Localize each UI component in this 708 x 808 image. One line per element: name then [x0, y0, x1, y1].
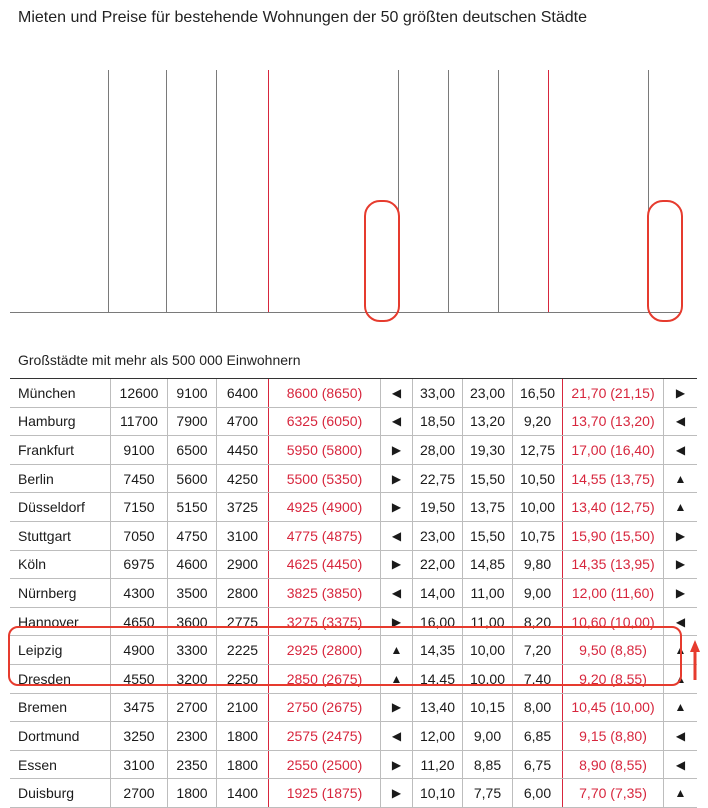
- preisprognose-icon: ◀: [381, 722, 413, 751]
- kauf-durchschnitt-cell: 5500 (5350): [269, 464, 381, 493]
- miete-gut-cell: 16,00: [413, 607, 463, 636]
- table-row: [10, 464, 697, 493]
- miete-mittel-cell: 13,20: [463, 407, 513, 436]
- table-row: [10, 493, 697, 522]
- miete-einfach-cell: 10,75: [513, 521, 563, 550]
- kauf-gut-cell: 6975: [111, 550, 168, 579]
- miete-einfach-cell: 9,80: [513, 550, 563, 579]
- miete-durchschnitt-cell: 21,70 (21,15): [563, 379, 664, 408]
- kauf-durchschnitt-cell: 2550 (2500): [269, 750, 381, 779]
- miete-einfach-cell: 7,20: [513, 636, 563, 665]
- miete-einfach-cell: 16,50: [513, 379, 563, 408]
- kauf-mittel-cell: 3500: [168, 579, 217, 608]
- miete-einfach-cell: 6,75: [513, 750, 563, 779]
- header-divider: [108, 70, 109, 312]
- kauf-einfach-cell: 4250: [217, 464, 269, 493]
- header-divider: [268, 70, 269, 312]
- kauf-durchschnitt-cell: 3275 (3375): [269, 607, 381, 636]
- city-cell: Essen: [10, 750, 111, 779]
- preisprognose-icon: ▲: [381, 636, 413, 665]
- kauf-durchschnitt-cell: 2850 (2675): [269, 664, 381, 693]
- miete-einfach-cell: 6,00: [513, 779, 563, 808]
- kauf-einfach-cell: 4450: [217, 436, 269, 465]
- miete-durchschnitt-cell: 13,70 (13,20): [563, 407, 664, 436]
- kauf-gut-cell: 3475: [111, 693, 168, 722]
- mietprognose-icon: ▶: [664, 579, 698, 608]
- kauf-durchschnitt-cell: 2925 (2800): [269, 636, 381, 665]
- kauf-gut-cell: 12600: [111, 379, 168, 408]
- section-heading: Großstädte mit mehr als 500 000 Einwohnern: [18, 352, 301, 368]
- kauf-einfach-cell: 3100: [217, 521, 269, 550]
- city-cell: München: [10, 379, 111, 408]
- kauf-einfach-cell: 2250: [217, 664, 269, 693]
- mietprognose-icon: ◀: [664, 607, 698, 636]
- kauf-gut-cell: 9100: [111, 436, 168, 465]
- miete-durchschnitt-cell: 14,55 (13,75): [563, 464, 664, 493]
- kauf-einfach-cell: 4700: [217, 407, 269, 436]
- miete-gut-cell: 19,50: [413, 493, 463, 522]
- kauf-mittel-cell: 2700: [168, 693, 217, 722]
- leipzig-dresden-highlight: [8, 626, 682, 686]
- miete-einfach-cell: 8,20: [513, 607, 563, 636]
- miete-mittel-cell: 15,50: [463, 464, 513, 493]
- table-header: [0, 0, 708, 320]
- miete-gut-cell: 10,10: [413, 779, 463, 808]
- table-row: [10, 521, 697, 550]
- miete-mittel-cell: 7,75: [463, 779, 513, 808]
- kauf-durchschnitt-cell: 4775 (4875): [269, 521, 381, 550]
- miete-durchschnitt-cell: 9,50 (8,85): [563, 636, 664, 665]
- preisprognose-icon: ▶: [381, 436, 413, 465]
- table-row: [10, 379, 697, 408]
- kauf-mittel-cell: 7900: [168, 407, 217, 436]
- miete-durchschnitt-cell: 17,00 (16,40): [563, 436, 664, 465]
- miete-durchschnitt-cell: 15,90 (15,50): [563, 521, 664, 550]
- miete-gut-cell: 11,20: [413, 750, 463, 779]
- kauf-mittel-cell: 4600: [168, 550, 217, 579]
- miete-durchschnitt-cell: 12,00 (11,60): [563, 579, 664, 608]
- city-cell: Nürnberg: [10, 579, 111, 608]
- mietprognose-icon: ▲: [664, 693, 698, 722]
- city-cell: Hamburg: [10, 407, 111, 436]
- city-cell: Düsseldorf: [10, 493, 111, 522]
- mietprognose-icon: ▲: [664, 464, 698, 493]
- miete-gut-cell: 18,50: [413, 407, 463, 436]
- preisprognose-icon: ◀: [381, 379, 413, 408]
- kauf-einfach-cell: 6400: [217, 379, 269, 408]
- miete-einfach-cell: 9,20: [513, 407, 563, 436]
- preisprognose-icon: ◀: [381, 579, 413, 608]
- miete-gut-cell: 14,35: [413, 636, 463, 665]
- miete-mittel-cell: 10,00: [463, 636, 513, 665]
- miete-gut-cell: 13,40: [413, 693, 463, 722]
- mietprognose-icon: ◀: [664, 436, 698, 465]
- kauf-mittel-cell: 6500: [168, 436, 217, 465]
- miete-mittel-cell: 9,00: [463, 722, 513, 751]
- kauf-mittel-cell: 4750: [168, 521, 217, 550]
- header-divider: [448, 70, 449, 312]
- miete-gut-cell: 22,75: [413, 464, 463, 493]
- kauf-mittel-cell: 3600: [168, 607, 217, 636]
- kauf-einfach-cell: 2100: [217, 693, 269, 722]
- page-title: Mieten und Preise für bestehende Wohnungen der 50 größten deutschen Städte: [18, 9, 587, 26]
- kauf-gut-cell: 2700: [111, 779, 168, 808]
- city-cell: Berlin: [10, 464, 111, 493]
- miete-gut-cell: 14,45: [413, 664, 463, 693]
- preisprognose-icon: ▶: [381, 693, 413, 722]
- miete-durchschnitt-cell: 9,15 (8,80): [563, 722, 664, 751]
- kauf-gut-cell: 4300: [111, 579, 168, 608]
- mietprognose-icon: ▲: [664, 636, 698, 665]
- miete-durchschnitt-cell: 9,20 (8,55): [563, 664, 664, 693]
- miete-mittel-cell: 14,85: [463, 550, 513, 579]
- table-row: [10, 722, 697, 751]
- table-row: [10, 750, 697, 779]
- mietprognose-icon: ▶: [664, 550, 698, 579]
- kauf-einfach-cell: 2775: [217, 607, 269, 636]
- miete-durchschnitt-cell: 14,35 (13,95): [563, 550, 664, 579]
- kauf-gut-cell: 7450: [111, 464, 168, 493]
- miete-durchschnitt-cell: 7,70 (7,35): [563, 779, 664, 808]
- miete-mittel-cell: 15,50: [463, 521, 513, 550]
- table-row: [10, 550, 697, 579]
- miete-mittel-cell: 10,00: [463, 664, 513, 693]
- miete-mittel-cell: 10,15: [463, 693, 513, 722]
- miete-einfach-cell: 9,00: [513, 579, 563, 608]
- mietprognose-icon: ▲: [664, 664, 698, 693]
- preisprognose-icon: ▶: [381, 779, 413, 808]
- kauf-gut-cell: 11700: [111, 407, 168, 436]
- mietprognose-icon: ◀: [664, 407, 698, 436]
- miete-gut-cell: 12,00: [413, 722, 463, 751]
- kauf-mittel-cell: 3300: [168, 636, 217, 665]
- kauf-einfach-cell: 2225: [217, 636, 269, 665]
- city-cell: Frankfurt: [10, 436, 111, 465]
- kauf-mittel-cell: 2350: [168, 750, 217, 779]
- header-divider: [548, 70, 549, 312]
- miete-gut-cell: 33,00: [413, 379, 463, 408]
- miete-mittel-cell: 23,00: [463, 379, 513, 408]
- table-row: [10, 436, 697, 465]
- miete-gut-cell: 23,00: [413, 521, 463, 550]
- miete-einfach-cell: 12,75: [513, 436, 563, 465]
- header-divider: [216, 70, 217, 312]
- mietprognose-icon: ◀: [664, 750, 698, 779]
- miete-mittel-cell: 11,00: [463, 607, 513, 636]
- up-arrow-icon: [690, 640, 700, 680]
- mietprognose-icon: ▲: [664, 493, 698, 522]
- kauf-einfach-cell: 1400: [217, 779, 269, 808]
- kauf-mittel-cell: 5150: [168, 493, 217, 522]
- table-row: [10, 779, 697, 808]
- city-cell: Leipzig: [10, 636, 111, 665]
- kauf-durchschnitt-cell: 3825 (3850): [269, 579, 381, 608]
- table-row: [10, 693, 697, 722]
- miete-einfach-cell: 10,50: [513, 464, 563, 493]
- city-cell: Köln: [10, 550, 111, 579]
- kauf-gut-cell: 7050: [111, 521, 168, 550]
- kauf-mittel-cell: 1800: [168, 779, 217, 808]
- kauf-mittel-cell: 9100: [168, 379, 217, 408]
- kauf-mittel-cell: 3200: [168, 664, 217, 693]
- miete-gut-cell: 14,00: [413, 579, 463, 608]
- table-row: [10, 407, 697, 436]
- city-cell: Dresden: [10, 664, 111, 693]
- kauf-mittel-cell: 5600: [168, 464, 217, 493]
- preisprognose-icon: ▶: [381, 550, 413, 579]
- preisprognose-icon: ▲: [381, 664, 413, 693]
- kauf-durchschnitt-cell: 4925 (4900): [269, 493, 381, 522]
- miete-durchschnitt-cell: 10,60 (10,00): [563, 607, 664, 636]
- kauf-durchschnitt-cell: 8600 (8650): [269, 379, 381, 408]
- preisprognose-icon: ◀: [381, 407, 413, 436]
- miete-einfach-cell: 7,40: [513, 664, 563, 693]
- miete-gut-cell: 22,00: [413, 550, 463, 579]
- kauf-mittel-cell: 2300: [168, 722, 217, 751]
- kauf-durchschnitt-cell: 6325 (6050): [269, 407, 381, 436]
- kauf-gut-cell: 3250: [111, 722, 168, 751]
- mietprognose-icon: ▲: [664, 779, 698, 808]
- miete-mittel-cell: 13,75: [463, 493, 513, 522]
- kauf-gut-cell: 3100: [111, 750, 168, 779]
- preisprognose-icon: ▶: [381, 464, 413, 493]
- city-cell: Dortmund: [10, 722, 111, 751]
- kauf-durchschnitt-cell: 1925 (1875): [269, 779, 381, 808]
- kauf-einfach-cell: 1800: [217, 750, 269, 779]
- city-cell: Duisburg: [10, 779, 111, 808]
- miete-mittel-cell: 11,00: [463, 579, 513, 608]
- preisprognose-icon: ▶: [381, 493, 413, 522]
- miete-mittel-cell: 19,30: [463, 436, 513, 465]
- table-row: [10, 579, 697, 608]
- preisprognose-icon: ▶: [381, 607, 413, 636]
- kauf-durchschnitt-cell: 2575 (2475): [269, 722, 381, 751]
- city-cell: Stuttgart: [10, 521, 111, 550]
- preisprognose-icon: ◀: [381, 521, 413, 550]
- kauf-gut-cell: 4650: [111, 607, 168, 636]
- city-cell: Hannover: [10, 607, 111, 636]
- miete-mittel-cell: 8,85: [463, 750, 513, 779]
- miete-durchschnitt-cell: 10,45 (10,00): [563, 693, 664, 722]
- kauf-einfach-cell: 2900: [217, 550, 269, 579]
- mietprognose-highlight: [647, 200, 683, 322]
- miete-durchschnitt-cell: 8,90 (8,55): [563, 750, 664, 779]
- header-divider: [166, 70, 167, 312]
- mietprognose-icon: ◀: [664, 722, 698, 751]
- miete-einfach-cell: 6,85: [513, 722, 563, 751]
- preisprognose-icon: ▶: [381, 750, 413, 779]
- miete-einfach-cell: 10,00: [513, 493, 563, 522]
- miete-durchschnitt-cell: 13,40 (12,75): [563, 493, 664, 522]
- kauf-gut-cell: 4900: [111, 636, 168, 665]
- kauf-einfach-cell: 2800: [217, 579, 269, 608]
- kauf-durchschnitt-cell: 5950 (5800): [269, 436, 381, 465]
- miete-gut-cell: 28,00: [413, 436, 463, 465]
- kauf-einfach-cell: 3725: [217, 493, 269, 522]
- data-table: [10, 378, 697, 808]
- mietprognose-icon: ▶: [664, 379, 698, 408]
- kauf-gut-cell: 4550: [111, 664, 168, 693]
- kauf-durchschnitt-cell: 4625 (4450): [269, 550, 381, 579]
- preisprognose-highlight: [364, 200, 400, 322]
- mietprognose-icon: ▶: [664, 521, 698, 550]
- header-divider: [498, 70, 499, 312]
- header-bottom-line: [10, 312, 680, 313]
- kauf-einfach-cell: 1800: [217, 722, 269, 751]
- city-cell: Bremen: [10, 693, 111, 722]
- kauf-durchschnitt-cell: 2750 (2675): [269, 693, 381, 722]
- kauf-gut-cell: 7150: [111, 493, 168, 522]
- miete-einfach-cell: 8,00: [513, 693, 563, 722]
